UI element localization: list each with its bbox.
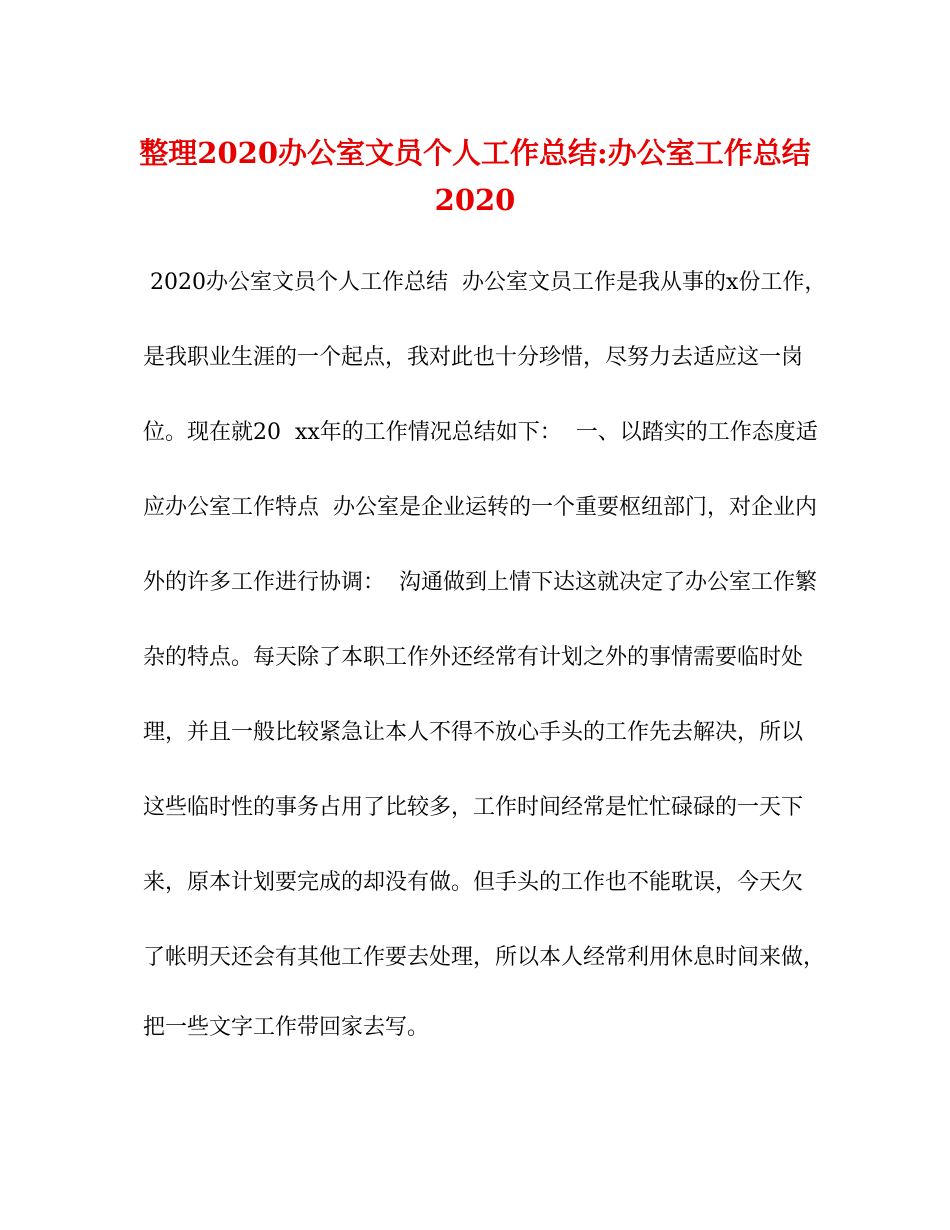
body-line-10: 了帐明天还会有其他工作要去处理，所以本人经常利用休息时间来做，	[143, 945, 826, 970]
body-line-6: 杂的特点。每天除了本职工作外还经常有计划之外的事情需要临时处	[143, 645, 804, 670]
document-title-line-1: 整理2020办公室文员个人工作总结:办公室工作总结	[139, 136, 811, 170]
body-line-4: 应办公室工作特点 办公室是企业运转的一个重要枢纽部门，对企业内	[143, 495, 817, 520]
body-line-7: 理，并且一般比较紧急让本人不得不放心手头的工作先去解决，所以	[143, 720, 804, 745]
body-line-3: 位。现在就20 xx年的工作情况总结如下： 一、以踏实的工作态度适	[143, 420, 818, 445]
body-line-9: 来，原本计划要完成的却没有做。但手头的工作也不能耽误，今天欠	[143, 870, 804, 895]
body-line-1: 2020办公室文员个人工作总结 办公室文员工作是我从事的x份工作，	[143, 270, 827, 295]
body-line-2: 是我职业生涯的一个起点，我对此也十分珍惜，尽努力去适应这一岗	[143, 345, 804, 370]
document-title-line-2: 2020	[434, 183, 516, 217]
body-line-8: 这些临时性的事务占用了比较多，工作时间经常是忙忙碌碌的一天下	[143, 795, 804, 820]
body-line-5: 外的许多工作进行协调： 沟通做到上情下达这就决定了办公室工作繁	[143, 570, 817, 595]
body-line-11: 把一些文字工作带回家去写。	[143, 1015, 430, 1040]
